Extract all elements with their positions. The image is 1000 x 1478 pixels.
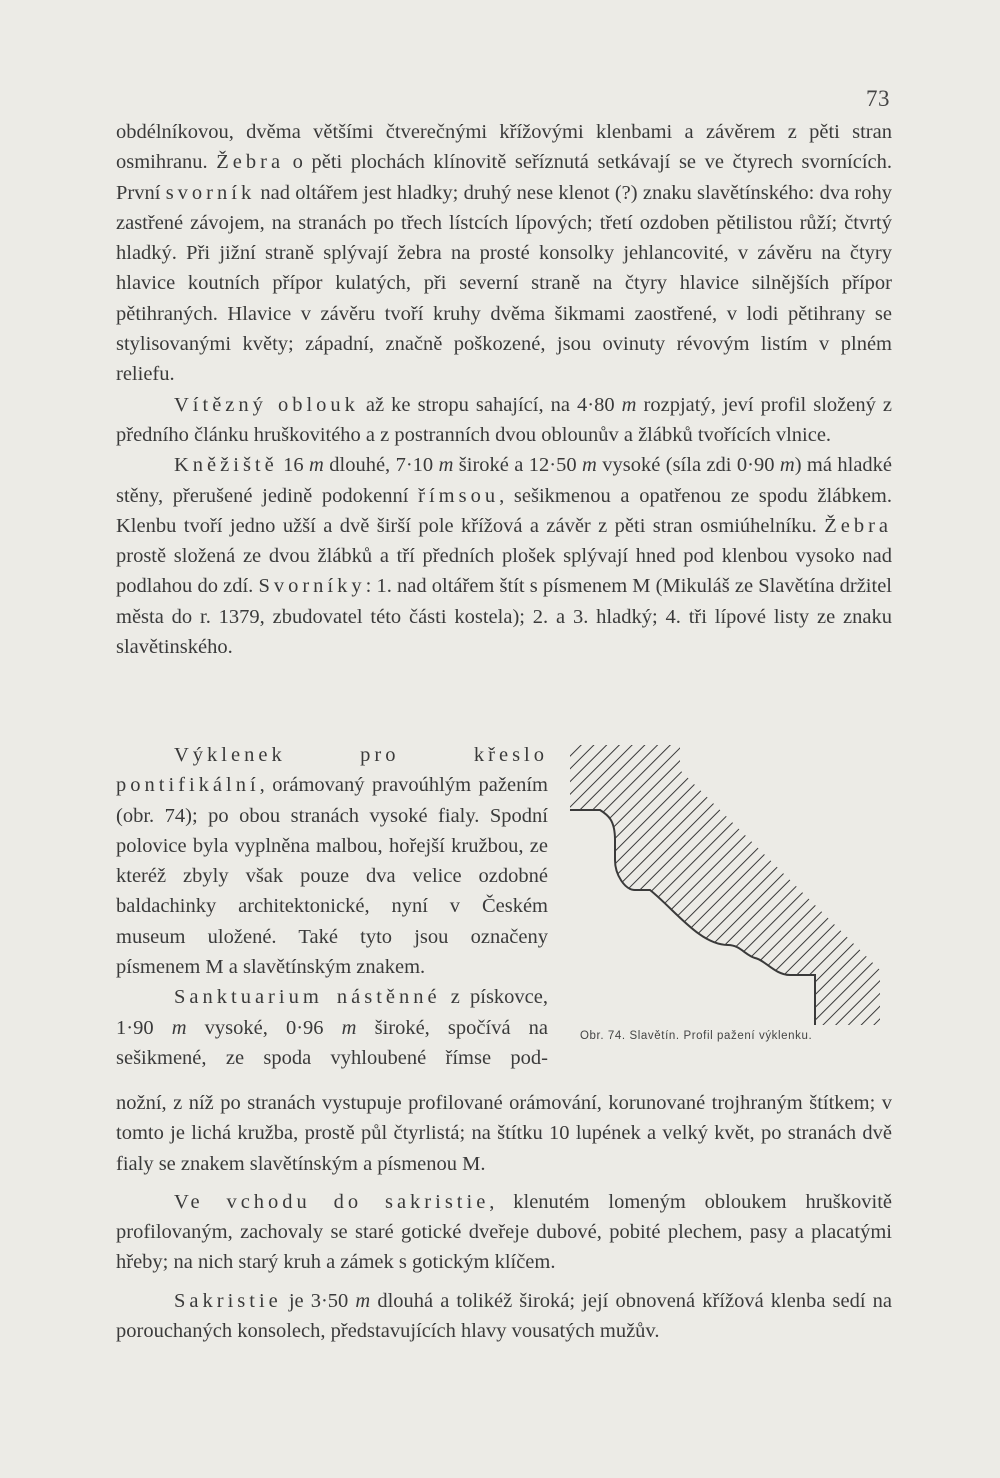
spaced-term: Žebra xyxy=(824,514,892,537)
hatched-profile-svg xyxy=(560,740,890,1030)
paragraph-3: Kněžiště 16 m dlouhé, 7·10 m široké a 12·50 m vysoké (síla zdi 0·90 m) má hladké stěny, přerušené jedině podokenní římsou, sešikmenou a opatřenou ze spodu žlábkem. Klenbu tvoří jedno užší a dvě širší pole křížová a závěr z pěti stran osmiúhelníku. Žebra prostě složená ze dvou žlábků a tří předních plošek splývají hned pod klenbou vysoko nad podlahou do zdí. Svorníky: 1. nad oltářem štít s písmenem M (Mikuláš ze Slavětína držitel města do r. 1379, zbudovatel této části kostela); 2. a 3. hladký; 4. tři lípové listy ze znaku slavětinského. xyxy=(116,454,893,659)
spaced-term: Výklenek pro křeslo pontifikální xyxy=(116,744,548,797)
profile-drawing xyxy=(560,740,890,1030)
text-block-upper xyxy=(116,117,892,662)
spaced-term: Sakristie xyxy=(174,1289,282,1312)
spaced-term: Ve vchodu do sakristie xyxy=(174,1190,490,1213)
spaced-term: Vítězný oblouk xyxy=(174,393,359,416)
paragraph-5-cont: nožní, z níž po stranách vystupuje profilované orámování, korunované trojhraným štítkem; v tomto je lichá kružba, prostě půl čtyrlistá; na štítku 10 lupének a velký květ, po stranách dvě fialy se znakem slavětínským a písmenou M. xyxy=(116,1092,892,1175)
paragraph-4: Výklenek pro křeslo pontifikální, orámovaný pravoúhlým pažením (obr. 74); po obou stranách vysoké fialy. Spodní polovice byla vyplněna malbou, hořejší kružbou, ze kteréž zbyly však pouze dva velice ozdobné baldachinky architektonické, nyní v Českém museum uložené. Také tyto jsou označeny písmenem M a slavětínským znakem. xyxy=(116,744,548,979)
spaced-term: Kněžiště xyxy=(174,454,278,477)
spaced-term: Žebra xyxy=(216,151,285,174)
spaced-term: svorník xyxy=(165,181,256,204)
text-block-lower xyxy=(116,1088,892,1346)
paragraph-2: Vítězný oblouk až ke stropu sahající, na 4·80 m rozpjatý, jeví profil složený z předního článku hruškovitého a z postranních dvou oblounův a žlábků tvořících vlnice. xyxy=(116,393,893,446)
figure-caption: Obr. 74. Slavětín. Profil pažení výklenku. xyxy=(580,1030,813,1042)
hatch-fill xyxy=(560,740,890,1030)
figure-74 xyxy=(560,740,890,1030)
spaced-term: Sanktuarium nástěnné xyxy=(174,986,441,1009)
paragraph-7: Sakristie je 3·50 m dlouhá a tolikéž široká; její obnovená křížová klenba sedí na porouchaných konsolech, představujících hlavy vousatých mužův. xyxy=(116,1289,892,1343)
page-number: 73 xyxy=(866,86,890,111)
spaced-term: římsou xyxy=(418,484,500,507)
paragraph-6: Ve vchodu do sakristie, klenutém lomeným obloukem hruškovitě profilovaným, zachovaly se staré gotické dveřeje dubové, pobité plechem, pasy a placatými hřeby; na nich starý kruh a zámek s gotickým klíčem. xyxy=(116,1190,892,1274)
paragraph-1: obdélníkovou, dvěma většími čtverečnými křížovými klenbami a závěrem z pěti stran osmihranu. Žebra o pěti plochách klínovitě seříznutá setkávají se ve čtyrech svornících. První svorník nad oltářem jest hladky; druhý nese klenot (?) znaku slavětínského: dva rohy zastřené závojem, na stranách po třech lístcích lípových; třetí ozdoben pětilistou růží; čtvrtý hladký. Při jižní straně splývají žebra na prosté konsolky jehlancovité, v závěru na čtyry hlavice koutních přípor kulatých, při severní straně na čtyry hlavice silnějších přípor pětihraných. Hlavice v závěru tvoří kruhy dvěma šikmami zaostřené, v lodi pětihrany se stylisovanými květy; západní, značně poškozené, jsou ovinuty révovým listím v plném reliefu. xyxy=(116,121,892,386)
spaced-term: Svorníky xyxy=(258,575,366,598)
text-column-left xyxy=(116,740,548,1073)
paragraph-5-start: Sanktuarium nástěnné z pískovce, 1·90 m vysoké, 0·96 m široké, spočívá na sešikmené, ze spoda vyhloubené římse pod- xyxy=(116,986,549,1069)
